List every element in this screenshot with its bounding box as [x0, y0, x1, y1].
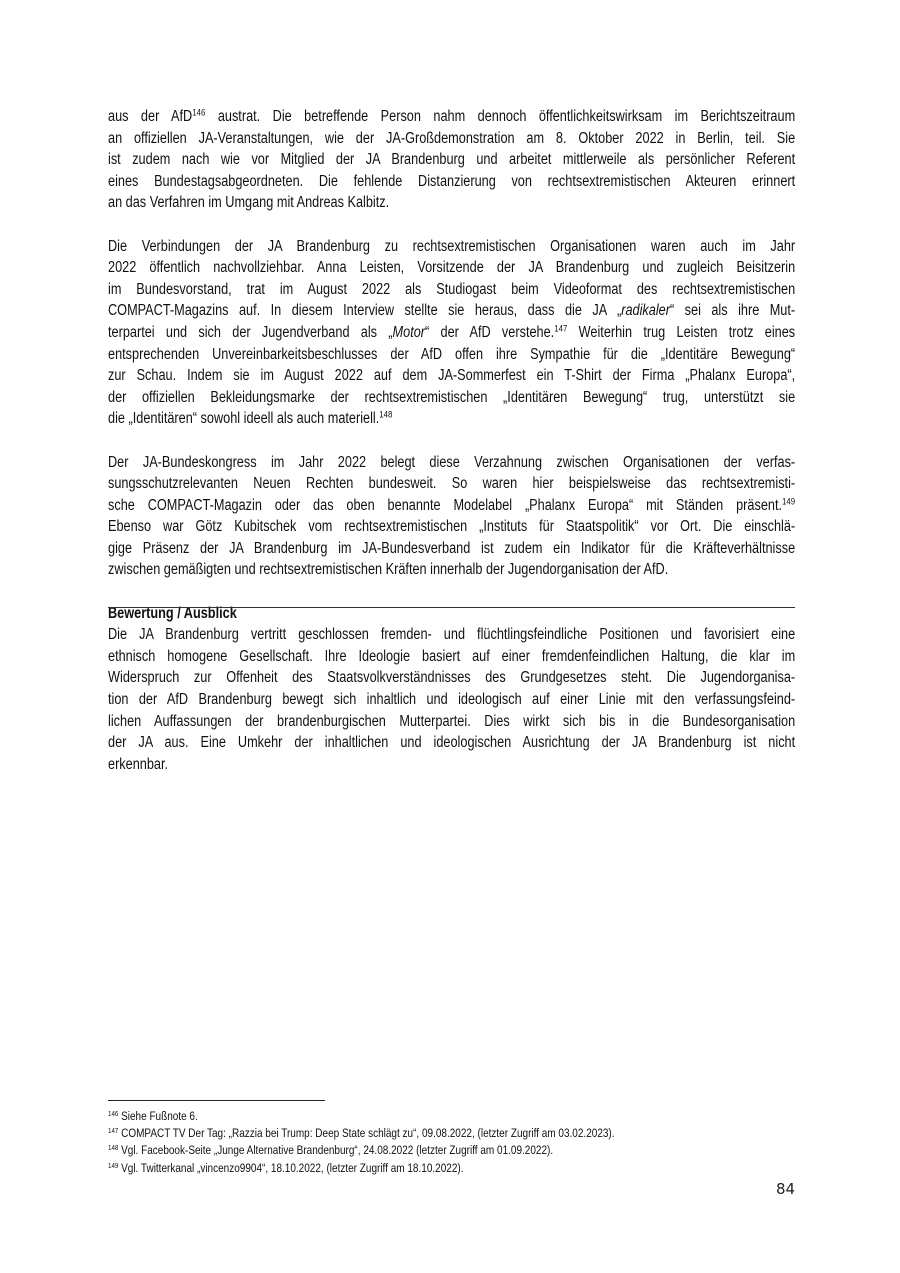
- text-line: [108, 495, 795, 517]
- text-run: im Bundesvorstand, trat im August 2022 als Studiogast beim Videoformat des rechtsextremistischen: [108, 280, 796, 298]
- footnote-reference: 148: [379, 410, 393, 422]
- footnote: [108, 1108, 846, 1125]
- footnote: [108, 1125, 846, 1142]
- text-run: Widerspruch zur Offenheit des Staatsvolkverständnisses des Grundgesetzes steht. Die Jugendorganisa-: [108, 669, 796, 687]
- paragraph: [108, 624, 795, 775]
- footnotes: [108, 1108, 846, 1177]
- text-run: Ebenso war Götz Kubitschek vom rechtsextremistischen „Instituts für Staatspolitik“ vor Ort. Die einschlä-: [108, 518, 796, 536]
- text-line: [108, 711, 795, 733]
- footnote-number: 149: [108, 1160, 119, 1170]
- text-line: [108, 279, 795, 301]
- text-line: [108, 559, 795, 581]
- footnote-number: 146: [108, 1108, 119, 1118]
- text-line: [108, 128, 795, 150]
- text-run: “ der AfD verstehe.: [425, 323, 555, 341]
- footnote-separator: [108, 1100, 325, 1101]
- text-run: Die Verbindungen der JA Brandenburg zu rechtsextremistischen Organisationen waren auch im Jahr: [108, 237, 796, 255]
- text-run: entsprechenden Unvereinbarkeitsbeschlusses der AfD offen ihre Sympathie für die „Identitäre Bewegung“: [108, 345, 796, 363]
- footnote-number: 147: [108, 1126, 119, 1136]
- text-line: [108, 300, 795, 322]
- text-line: [108, 106, 795, 128]
- text-run: der offiziellen Bekleidungsmarke der rechtsextremistischen „Identitären Bewegung“ trug, unterstützt sie: [108, 388, 796, 406]
- text-run: zwischen gemäßigten und rechtsextremistischen Kräften innerhalb der Jugendorganisation der AfD.: [108, 561, 669, 579]
- text-line: [108, 322, 795, 344]
- text-run: ethnisch homogene Gesellschaft. Ihre Ideologie basiert auf einer fremdenfeindlichen Haltung, die klar im: [108, 647, 796, 665]
- text-run: an das Verfahren im Umgang mit Andreas Kalbitz.: [108, 194, 390, 212]
- footnote: [108, 1160, 846, 1177]
- text-run: sche COMPACT-Magazin oder das oben benannte Modelabel „Phalanx Europa“ mit Ständen präsent.: [108, 496, 783, 514]
- text-line: [108, 732, 795, 754]
- footnote-text: Siehe Fußnote 6.: [118, 1109, 198, 1123]
- italic-text: radikaler: [621, 302, 670, 320]
- text-line: [108, 236, 795, 258]
- text-run: die „Identitären“ sowohl ideell als auch materiell.: [108, 410, 380, 428]
- document-body: [108, 106, 795, 775]
- footnote-number: 148: [108, 1143, 119, 1153]
- footnote-text: COMPACT TV Der Tag: „Razzia bei Trump: Deep State schlägt zu“, 09.08.2022, (letzter Zugriff am 03.02.2023).: [118, 1126, 615, 1141]
- italic-text: Motor: [392, 323, 426, 341]
- text-run: aus der AfD: [108, 108, 193, 125]
- text-run: erkennbar.: [108, 755, 169, 773]
- heading-underline: [108, 607, 795, 608]
- text-run: zur Schau. Indem sie im August 2022 auf dem JA-Sommerfest ein T-Shirt der Firma „Phalanx Europa“,: [108, 367, 796, 385]
- text-run: Weiterhin trug Leisten trotz eines: [567, 323, 796, 341]
- paragraph: [108, 106, 795, 214]
- text-line: [108, 257, 795, 279]
- text-line: [108, 646, 795, 668]
- text-line: [108, 516, 795, 538]
- text-run: der JA aus. Eine Umkehr der inhaltlichen und ideologischen Ausrichtung der JA Brandenburg ist nicht: [108, 734, 796, 752]
- text-run: 2022 öffentlich nachvollziehbar. Anna Leisten, Vorsitzende der JA Brandenburg und zugleich Beisitzerin: [108, 259, 796, 277]
- footnote-reference: 149: [782, 496, 796, 508]
- text-line: [108, 452, 795, 474]
- text-line: [108, 473, 795, 495]
- text-line: [108, 365, 795, 387]
- text-line: [108, 624, 795, 646]
- text-line: [108, 344, 795, 366]
- footnote-reference: 147: [554, 323, 568, 335]
- text-run: tion der AfD Brandenburg bewegt sich inhaltlich und ideologisch auf einer Linie mit den verfassungsfeind-: [108, 691, 796, 709]
- footnote: [108, 1142, 846, 1159]
- footnote-text: Vgl. Twitterkanal „vincenzo9904“, 18.10.2022, (letzter Zugriff am 18.10.2022).: [118, 1160, 464, 1175]
- paragraph: [108, 452, 795, 582]
- text-run: ist zudem nach wie vor Mitglied der JA Brandenburg und arbeitet mittlerweile als persönlicher Referent: [108, 151, 796, 169]
- text-line: [108, 667, 795, 689]
- text-run: eines Bundestagsabgeordneten. Die fehlende Distanzierung von rechtsextremistischen Akteuren erinnert: [108, 172, 796, 190]
- text-run: “ sei als ihre Mut-: [669, 302, 796, 320]
- text-line: [108, 754, 795, 776]
- section-heading: Bewertung / Ausblick: [108, 604, 237, 622]
- text-line: [108, 192, 795, 214]
- text-run: COMPACT-Magazins auf. In diesem Interview stellte sie heraus, dass die JA „: [108, 302, 622, 320]
- text-line: [108, 408, 795, 430]
- text-run: terpartei und sich der Jugendverband als „: [108, 323, 393, 341]
- text-run: an offiziellen JA-Veranstaltungen, wie der JA-Großdemonstration am 8. Oktober 2022 in Berlin, teil. Sie: [108, 129, 796, 147]
- footnote-text: Vgl. Facebook-Seite „Junge Alternative Brandenburg“, 24.08.2022 (letzter Zugriff am 01.09.2022).: [118, 1143, 554, 1158]
- text-line: [108, 171, 795, 193]
- text-run: Die JA Brandenburg vertritt geschlossen fremden- und flüchtlingsfeindliche Positionen und favorisiert eine: [108, 626, 796, 644]
- footnote-reference: 146: [192, 107, 206, 119]
- text-run: gige Präsenz der JA Brandenburg im JA-Bundesverband ist zudem ein Indikator für die Kräfteverhältnisse: [108, 539, 796, 557]
- text-run: sungsschutzrelevanten Neuen Rechten bundesweit. So waren hier beispielsweise das rechtsextremisti-: [108, 475, 796, 493]
- text-run: Der JA-Bundeskongress im Jahr 2022 belegt diese Verzahnung zwischen Organisationen der verfas-: [108, 453, 796, 471]
- paragraph: [108, 236, 795, 430]
- text-run: lichen Auffassungen der brandenburgischen Mutterpartei. Dies wirkt sich bis in die Bundesorganisation: [108, 712, 796, 730]
- text-line: [108, 387, 795, 409]
- page-number: 84: [776, 1180, 796, 1198]
- text-line: [108, 149, 795, 171]
- text-line: [108, 538, 795, 560]
- text-line: [108, 689, 795, 711]
- text-run: austrat. Die betreffende Person nahm dennoch öffentlichkeitswirksam im Berichtszeitraum: [205, 108, 796, 125]
